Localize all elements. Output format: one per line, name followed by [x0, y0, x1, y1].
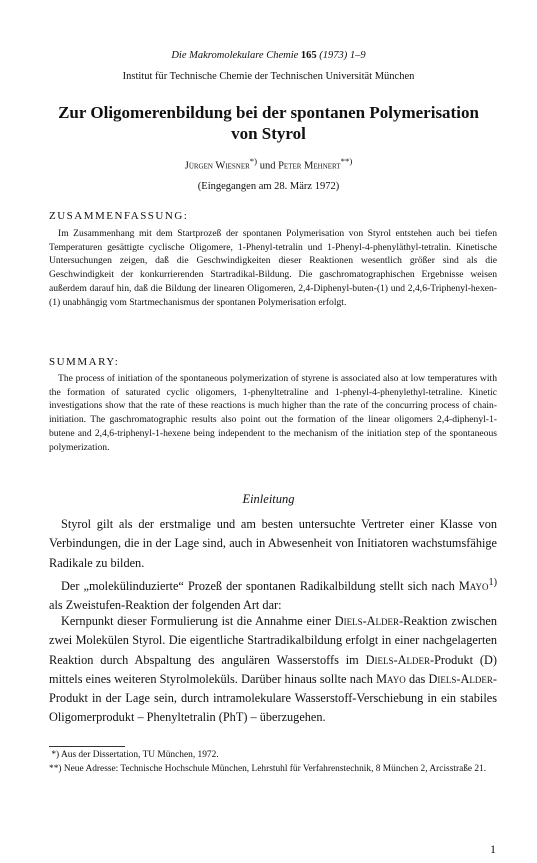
footnote-2-mark: **) [49, 763, 62, 774]
diels-alder-ref-3: Diels-Alder [428, 671, 493, 686]
footnote-1 [49, 749, 497, 763]
body-paragraph-3-text-a: Kernpunkt dieser Formulierung ist die Annahme einer [61, 614, 332, 628]
title-line-1: Zur Oligomerenbildung bei der spontanen Polymerisation [58, 103, 479, 122]
footnote-divider [49, 746, 125, 747]
author-conjunction: und [259, 160, 276, 172]
journal-name: Die Makromolekulare Chemie [171, 50, 299, 61]
summary-body: The process of initiation of the spontaneous polymerization of styrene is associated also at low temperatures with the formation of saturated cyclic oligomers, 1-phenyltetraline and 1-phenyl-4-phenylethyl-tetraline. Kinetic investigations show that the rate of these reactions is much higher than the rate of the concurring process of chain-initiation. The gaschromatographic results also point out the formation of the linear oligomers 2,4-diphenyl-1-butene and 2,4,6-triphenyl-1-hexene being independent to the mechanism of the initiation step of the spontaneous polymerization. [49, 373, 497, 453]
author-line [0, 156, 537, 172]
footnote-1-text: Aus der Dissertation, TU München, 1972. [60, 750, 219, 760]
footnotes [49, 749, 497, 776]
body-paragraph-2-text-b: als Zweistufen-Reaktion der folgenden Art dar: [49, 598, 282, 613]
body-paragraph-2 [49, 573, 497, 616]
page-number: 1 [490, 842, 496, 856]
section-title: Einleitung [242, 492, 295, 506]
summary-text [49, 372, 497, 454]
footnote-1-mark: *) [51, 750, 60, 760]
summary-heading: SUMMARY: [49, 356, 120, 368]
body-paragraph-3-text-c: -Produkt (D) mittels eines weiteren Styrolmoleküls. Darüber hinaus sollte nach [49, 652, 498, 686]
footnote-2 [49, 763, 497, 777]
author-2-footnote-mark: **) [340, 156, 353, 166]
diels-alder-ref-1: Diels-Alder [334, 614, 400, 628]
body-paragraph-1-text: Styrol gilt als der erstmalige und am besten untersuchte Vertreter einer Klasse von Verbindungen, die in der Lage sind, auch in Abwesenheit von Initiatoren wachstumsfähige Radikale zu bilden. [49, 517, 497, 570]
body-paragraph-3-text-d: das [408, 671, 426, 686]
journal-header [0, 50, 537, 61]
author-2: Peter Mehnert [278, 160, 341, 172]
author-ref-mayo: Mayo [458, 579, 489, 594]
journal-citation: (1973) 1–9 [319, 50, 366, 61]
institute-line: Institut für Technische Chemie der Technischen Universität München [122, 71, 415, 82]
journal-volume: 165 [300, 50, 317, 61]
body-paragraph-3-text-e: -Produkt in der Lage sein, durch intramolekulare Wasserstoff-Verschiebung in ein stabiles Oligomerprodukt – Phenyltetralin (PhT) – überzugehen. [49, 671, 498, 725]
author-1: Jürgen Wiesner [184, 160, 250, 172]
body-paragraph-2-text-a: Der „molekülinduzierte“ Prozeß der spontanen Radikalbildung stellt sich nach [61, 579, 455, 594]
footnote-2-text: Neue Adresse: Technische Hochschule München, Lehrstuhl für Verfahrenstechnik, 8 München 2, Arcisstraße 21. [63, 763, 487, 774]
author-1-footnote-mark: *) [249, 156, 258, 166]
body-paragraph-3 [49, 612, 497, 728]
zusammenfassung-body: Im Zusammenhang mit dem Startprozeß der spontanen Polymerisation von Styrol entstehen auch bei tiefen Temperaturen gesättigte cyclische Oligomere, 1-Phenyl-tetralin und 1-Phenyl-4-phenyläthyl-tetralin. Kinetische Untersuchungen zeigen, daß die Geschwindigkeiten dieser Reaktionen wesentlich größer sind als die Geschwindigkeit der konkurrierenden Startradikal-Bildung. Die gaschromatographischen Ergebnisse weisen außerdem darauf hin, daß die Bildung der linearen Oligomeren, 2,4-Diphenyl-buten-(1) und 2,4,6-Triphenyl-hexen-(1) unabhängig vom Startmechanismus der spontanen Polymerisation erfolgt. [49, 228, 497, 308]
title-line-2: von Styrol [231, 124, 306, 143]
diels-alder-ref-2: Diels-Alder [365, 652, 430, 667]
reference-mark: 1) [488, 577, 497, 588]
paper-title [40, 102, 497, 144]
zusammenfassung-text [49, 227, 497, 309]
body-paragraph-3-text-b: -Reaktion zwischen zwei Molekülen Styrol. Die eigentliche Startradikalbildung erfolgt in einer nachgelagerten Reaktion durch Abspaltung des angulären Wasserstoffs im [49, 614, 497, 667]
zusammenfassung-heading: ZUSAMMENFASSUNG: [49, 210, 189, 222]
body-paragraph-1 [49, 515, 497, 573]
received-date: (Eingegangen am 28. März 1972) [197, 181, 340, 192]
author-ref-mayo-2: Mayo [376, 671, 406, 686]
